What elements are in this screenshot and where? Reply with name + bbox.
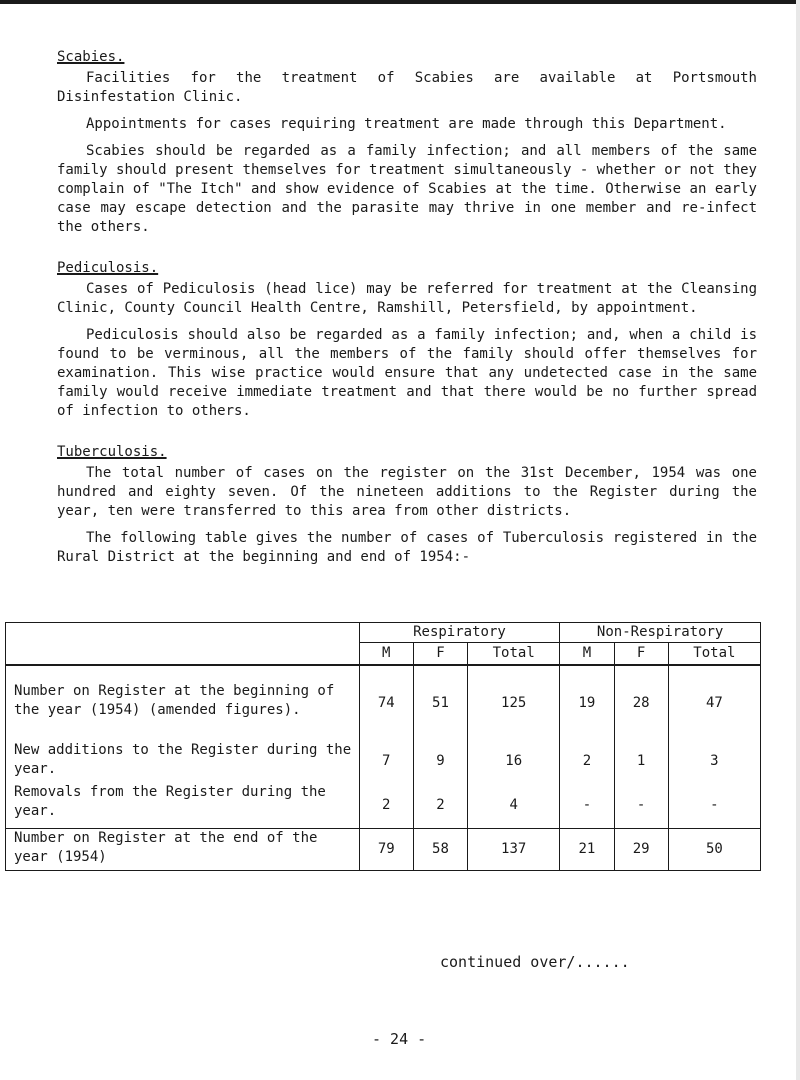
sub-header: Total [668, 643, 760, 665]
scabies-paragraph-2: Appointments for cases requiring treatment are made through this Department. [86, 116, 727, 132]
table-cell: 3 [668, 741, 760, 783]
pediculosis-paragraph-2: Pediculosis should also be regarded as a family infection; and, when a child is found to be verminous, all the members of the family should offer themselves for examination. This wise practice would ensure that any undetected case in the same family would receive immediate treatment and that there would be no further spread of infection to others. [57, 327, 757, 419]
row-label: New additions to the Register during the year. [6, 741, 360, 783]
table-cell: 29 [614, 829, 668, 871]
table-cell: 21 [560, 829, 614, 871]
document-body [57, 48, 757, 589]
scabies-heading: Scabies. [57, 49, 125, 65]
pediculosis-section [57, 259, 757, 421]
table-cell: 2 [560, 741, 614, 783]
table-cell: 19 [560, 665, 614, 741]
table-cell: 4 [468, 783, 560, 829]
table-cell: 58 [413, 829, 467, 871]
table-cell: 79 [359, 829, 413, 871]
table-row [6, 783, 761, 829]
table-row [6, 665, 761, 741]
scabies-section [57, 48, 757, 237]
table-cell: 16 [468, 741, 560, 783]
group-header-non-respiratory: Non-Respiratory [560, 623, 761, 643]
scan-right-edge [796, 0, 800, 1080]
sub-header: M [560, 643, 614, 665]
continued-note: continued over/...... [440, 953, 630, 971]
table-cell: 1 [614, 741, 668, 783]
table-cell: 47 [668, 665, 760, 741]
sub-header: Total [468, 643, 560, 665]
table-cell: 74 [359, 665, 413, 741]
sub-header: F [614, 643, 668, 665]
table-cell: 2 [413, 783, 467, 829]
pediculosis-paragraph-1: Cases of Pediculosis (head lice) may be referred for treatment at the Cleansing Clinic, County Council Health Centre, Ramshill, Petersfield, by appointment. [57, 281, 757, 316]
table-row [6, 829, 761, 871]
scan-top-border [0, 0, 800, 4]
page-number: - 24 - [372, 1030, 427, 1048]
sub-header: M [359, 643, 413, 665]
scabies-paragraph-1: Facilities for the treatment of Scabies are available at Portsmouth Disinfestation Clinic. [57, 70, 757, 105]
table-cell: - [560, 783, 614, 829]
tuberculosis-heading: Tuberculosis. [57, 444, 167, 460]
sub-header: F [413, 643, 467, 665]
table-cell: - [614, 783, 668, 829]
group-header-respiratory: Respiratory [359, 623, 560, 643]
table-corner-cell [6, 623, 360, 665]
tuberculosis-section [57, 443, 757, 567]
table-cell: 51 [413, 665, 467, 741]
row-label: Removals from the Register during the year. [6, 783, 360, 829]
table-cell: 28 [614, 665, 668, 741]
table-cell: 137 [468, 829, 560, 871]
pediculosis-heading: Pediculosis. [57, 260, 159, 276]
tuberculosis-paragraph-1: The total number of cases on the register on the 31st December, 1954 was one hundred and eighty seven. Of the nineteen additions to the Register during the year, ten were transferred to this area from other districts. [57, 465, 757, 519]
tuberculosis-paragraph-2: The following table gives the number of cases of Tuberculosis registered in the Rural District at the beginning and end of 1954:- [57, 530, 757, 565]
table-cell: 2 [359, 783, 413, 829]
table-cell: 125 [468, 665, 560, 741]
scabies-paragraph-3: Scabies should be regarded as a family infection; and all members of the same family should present themselves for treatment simultaneously - whether or not they complain of "The Itch" and show evidence of Scabies at the time. Otherwise an early case may escape detection and the parasite may thrive in one member and re-infect the others. [57, 143, 757, 235]
row-label: Number on Register at the end of the year (1954) [6, 829, 360, 871]
table-row [6, 741, 761, 783]
table-cell: 50 [668, 829, 760, 871]
table-cell: 7 [359, 741, 413, 783]
table-cell: - [668, 783, 760, 829]
table-cell: 9 [413, 741, 467, 783]
row-label: Number on Register at the beginning of the year (1954) (amended figures). [6, 665, 360, 741]
tuberculosis-register-table [5, 622, 761, 871]
